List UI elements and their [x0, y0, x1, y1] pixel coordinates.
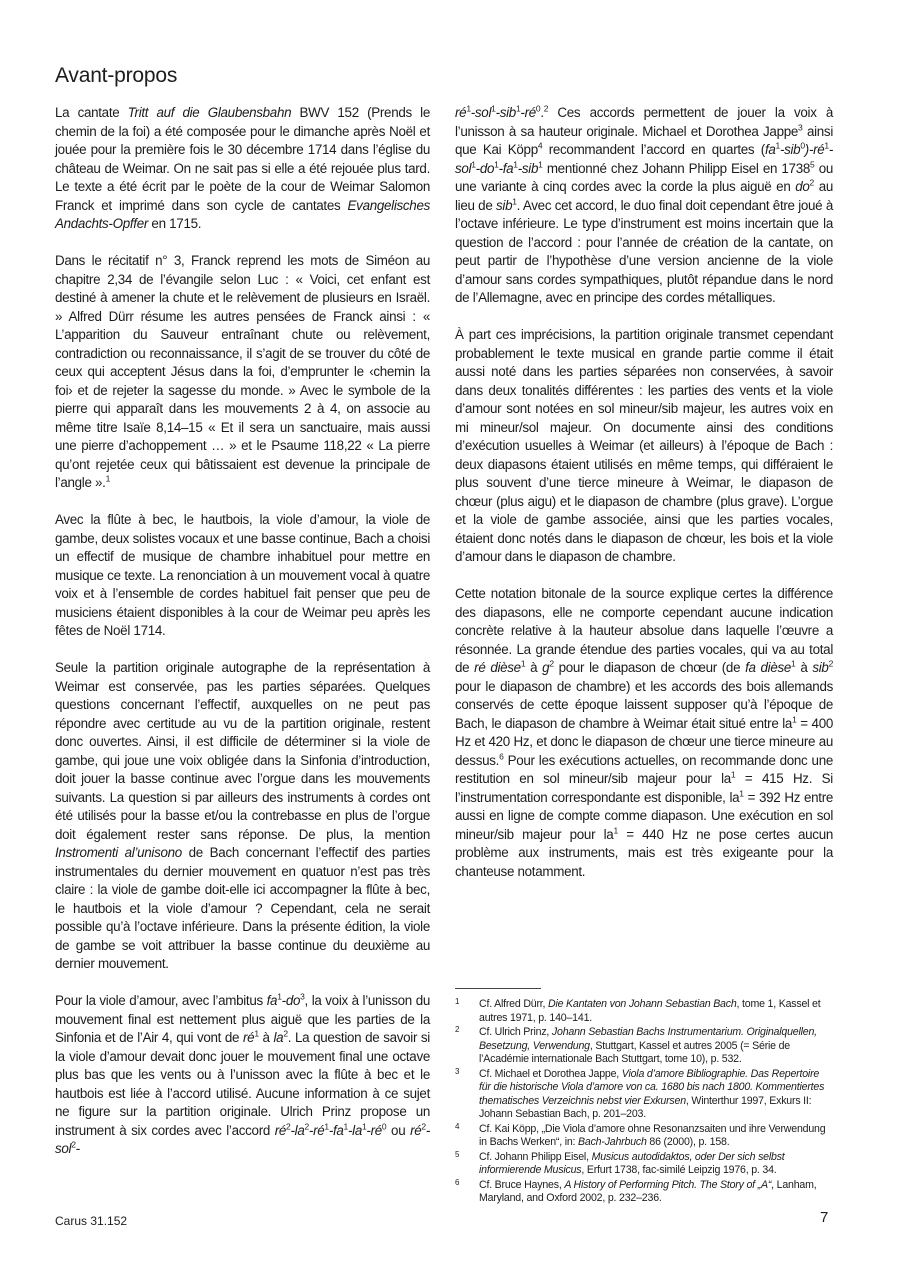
superscript: 2: [71, 1139, 76, 1150]
italic-text: -sib: [779, 142, 801, 157]
text-run: en 1715.: [148, 216, 202, 231]
text-run: Cf. Ulrich Prinz,: [479, 1026, 552, 1038]
italic-text: -fa: [328, 1122, 344, 1138]
text-run: Pour la viole d’amour, avec l’ambitus: [55, 993, 267, 1008]
text-run: = 440 Hz ne pose certes aucun problème aux instruments, mais est très exigeante pour la chanteuse notamment.: [455, 826, 834, 879]
italic-text: do: [285, 993, 301, 1008]
superscript: 1: [515, 103, 521, 114]
text-run: pour le diapason de chambre) et les accords des bois allemands conservés de cette époque laissent supposer qu’à l’époque de Bach, le diapason de chambre à Weimar était situé entre la: [455, 678, 833, 731]
superscript: 3: [300, 991, 305, 1002]
text-run: = 392 Hz entre aussi en ligne de compte comme diapason. Une exécution en sol mineur/sib majeur pour la: [455, 789, 834, 842]
text-run: , la voix à l’unisson du mouvement final est nettement plus aiguë que les parties de la Sinfonia et de l’Air 4, qui vont de: [55, 993, 430, 1045]
text-run: , Stuttgart, Kassel et autres 2005 (= Série de l’Académie internationale Bach Stuttgart, tome 10), p. 532.: [479, 1039, 790, 1065]
superscript: 1: [343, 1121, 348, 1132]
catalog-number: Carus 31.152: [55, 1214, 128, 1228]
italic-text: sib: [812, 660, 829, 675]
footnote-number: 5: [455, 1149, 460, 1159]
superscript: 1: [324, 1121, 329, 1132]
italic-text: ré: [274, 1122, 287, 1138]
text-run: Seule la partition originale autographe de la représentation à Weimar est conservée, pas les parties séparées. Quelques questions concernant l’effectif, auxquelles on ne peut pas répondre avec certitude au vu de la partition originale, restent donc ouvertes. Ainsi, il est difficile de déterminer si la viole de gambe, qui joue une voix obligée dans la Sinfonia d’introduction, doit jouer la basse continue avec l’orgue dans les mouvements suivants. La question si par ailleurs des instruments à cordes ont été utilisés pour la basse et/ou la contrebasse en plus de l’orgue doit également rester sans réponse. De plus, la mention: [55, 660, 430, 842]
superscript: 5: [810, 159, 815, 170]
footnote-number: 4: [455, 1121, 460, 1131]
text-run: à: [795, 660, 813, 675]
text-run: , Erfurt 1738, fac-similé Leipzig 1976, p. 34.: [581, 1164, 777, 1176]
superscript: 6: [499, 751, 504, 762]
superscript: 2: [304, 1121, 309, 1132]
superscript: 1: [520, 658, 526, 669]
text-run: La cantate: [55, 105, 128, 120]
footnote: [455, 1179, 833, 1206]
text-run: Cf. Johann Philipp Eisel,: [479, 1150, 592, 1163]
text-run: de Bach concernant l’effectif des parties instrumentales du dernier mouvement en quatuor n’est pas très claire : la viole de gambe doit-elle ici accompagner la flûte à bec, le hautbois et la viole d’amour ? Cependant, cela ne serait possible qu’à l’octave inférieure. Dans la présente édition, la viole de gambe se voit attribuer la basse continue du deuxième au dernier mouvement.: [55, 845, 430, 971]
footnote-number: 2: [455, 1025, 460, 1034]
italic-text: Bach-Jahrbuch: [578, 1136, 647, 1148]
footnote-divider: [455, 988, 541, 989]
footnote-number: 1: [455, 997, 460, 1006]
text-run: Dans le récitatif n° 3, Franck reprend les mots de Siméon au chapitre 2,34 de l’évangile selon Luc : « Voici, cet enfant est destiné à amener la chute et le relèvement de plusieurs en Israël. » Alfred Dürr résume les autres pensées de Franck ainsi : « L’apparition du Sauveur entraînant chute ou relèvement, contradiction ou reconnaissance, il s’agit de se trouver du côté de ceux qui acceptent Jésus dans la foi, d’emprunter le ‹chemin la foi› et de rejeter la sagesse du monde. » Avec le symbole de la pierre qui apparaît dans les mouvements 2 à 4, on associe au même titre Isaïe 8,14–15 « Et il sera un sanctuaire, mais aussi une pierre d’achoppement … » et le Psaume 118,22 « La pierre qu’ont rejetée ceux qui bâtissaient est devenue la principale de l’angle ».: [55, 253, 430, 490]
text-run: Cf. Kai Köpp, „Die Viola d’amore ohne Resonanzsaiten und ihre Verwendung in Bachs Werken“, in:: [479, 1122, 826, 1148]
text-run: , tome 1, Kassel et autres 1971, p. 140–141.: [479, 998, 821, 1024]
italic-text: -sol: [470, 105, 492, 120]
paragraph: [455, 326, 833, 567]
italic-text: -: [281, 993, 286, 1008]
paragraph: [55, 659, 430, 974]
superscript: 1: [105, 473, 111, 484]
superscript: 0: [535, 103, 541, 114]
text-run: à: [258, 1030, 274, 1045]
superscript: 2: [286, 1121, 291, 1132]
italic-text: -la: [347, 1122, 362, 1138]
superscript: 3: [798, 122, 803, 133]
text-run: Avec la flûte à bec, le hautbois, la viole d’amour, la viole de gambe, deux solistes vocaux et une basse continue, Bach a choisi un effectif de musique de chambre inhabituel pour mettre en musique ce texte. La renonciation à un mouvement vocal à quatre voix et à l’ensemble de cordes habituel fait penser que peu de musiciens étaient disponibles à la cour de Weimar peu après les fêtes de Noël 1714.: [55, 512, 430, 638]
footnotes-list: [455, 998, 833, 1207]
text-run: ou une variante à cinq cordes avec la corde la plus aiguë en: [455, 160, 834, 194]
italic-text: -: [75, 1141, 80, 1156]
text-run: Cette notation bitonale de la source explique certes la différence des diapasons, elle ne comporte cependant aucune indication concrète relative à la hauteur absolue dans laquelle l’œuvre a résonnée. La grande étendue des parties vocales, qui va au total de: [455, 586, 833, 675]
text-run: Cf. Alfred Dürr,: [479, 998, 549, 1010]
footnote-number: 6: [455, 1177, 460, 1187]
superscript: 1: [739, 788, 744, 799]
paragraph: [55, 252, 430, 493]
superscript: 2: [809, 177, 814, 188]
paragraph: [55, 104, 430, 234]
superscript: 1: [791, 658, 796, 669]
superscript: 2: [421, 1121, 426, 1132]
text-run: à: [525, 660, 543, 675]
italic-text: ré: [243, 1030, 255, 1045]
superscript: 1: [775, 140, 780, 151]
superscript: 1: [466, 103, 471, 114]
text-run: . La question de savoir si la viole d’amour devait donc jouer le mouvement final une octave plus bas que les vents ou à l’unisson avec la flûte à bec et le hautbois est liée à l’accord utilisé. Aucune information à ce sujet ne figure sur la partition originale. Ulrich Prinz propose un instrument à six cordes avec l’accord: [55, 1030, 430, 1138]
left-column: [55, 104, 430, 1159]
superscript: 1: [491, 103, 496, 114]
text-run: = 415 Hz. Si l’instrumentation correspondante est disponible, la: [455, 771, 833, 805]
text-run: ou: [386, 1122, 411, 1138]
italic-text: -ré: [308, 1122, 325, 1138]
superscript: 1: [254, 1028, 259, 1039]
superscript: 2: [549, 658, 554, 669]
text-run: À part ces imprécisions, la partition originale transmet cependant probablement le texte musical en grande partie comme il était aussi noté dans les parties séparées non conservées, à savoir dans deux tonalités différentes : les parties des vents et la viole d’amour sont notées en sol mineur/sib majeur, les autres voix en mi mineur/sol majeur. On documente ainsi des conditions d’exécution usuelles à Weimar (et ailleurs) à l’époque de Bach : deux diapasons étaient utilisés en même temps, qui différaient le plus souvent d’une tierce mineure à Weimar, le diapason de chœur (plus aigu) et le diapason de chambre (plus grave). L’orgue et la viole de gambe associée, ainsi que les parties vocales, étaient donc notés dans le diapason de chœur, les bois et la viole d’amour dans le diapason de chambre.: [455, 327, 833, 564]
footnote: [455, 1123, 833, 1150]
superscript: 0: [800, 140, 805, 151]
text-run: pour le diapason de chœur (de: [553, 660, 746, 675]
superscript: 1: [277, 991, 282, 1002]
superscript: 1: [494, 159, 499, 170]
text-run: ainsi que Kai Köpp: [455, 123, 833, 157]
footnote: [455, 1026, 833, 1067]
italic-text: sib: [496, 197, 513, 213]
italic-text: fa: [764, 142, 776, 157]
text-run: . Avec cet accord, le duo final doit cependant être joué à l’octave inférieure. Le type d’instrument est moins incertain que la question de l’accord : pour l’année de création de la cantate, on peut partir de l’hypothèse d’une version ancienne de la viole d’amour sans cordes sympathiques, plutôt répandue dans le nord de l’Allemagne, avec en principe des cordes métalliques.: [455, 197, 833, 305]
superscript: 1: [471, 159, 476, 170]
text-run: 86 (2000), p. 158.: [646, 1136, 730, 1148]
superscript: 2: [283, 1028, 288, 1039]
italic-text: -sol: [455, 142, 834, 176]
text-run: BWV 152 (Prends le chemin de la foi) a été composée pour le dimanche après Noël et jouée pour la première fois le 30 décembre 1714 dans l’église du château de Weimar. On ne sait pas si elle a été rejouée plus tard. Le texte a été écrit par le poète de la cour de Weimar Salomon Franck et imprimé dans son cycle de cantates: [55, 105, 430, 213]
italic-text: ré dièse: [474, 660, 521, 675]
footnote: [455, 1151, 833, 1178]
italic-text: la: [273, 1030, 284, 1045]
text-run: .: [540, 105, 544, 120]
text-run: = 400 Hz et 420 Hz, et donc le diapason de chœur une tierce mineure au dessus.: [455, 715, 833, 768]
text-run: recommandent l’accord en quartes (: [542, 142, 765, 157]
footnote-number: 3: [455, 1066, 460, 1076]
text-run: Ces accords permettent de jouer la voix à l’unisson à sa hauteur originale. Michael et Dorothea Jappe: [455, 105, 833, 139]
italic-text: do: [795, 179, 810, 194]
italic-text: -sib: [495, 105, 516, 120]
italic-text: Instromenti al’unisono: [55, 845, 182, 860]
superscript: 1: [361, 1121, 367, 1132]
page-number: 7: [820, 1209, 829, 1226]
text-run: , Lanham, Maryland, and Oxford 2002, p. 232–236.: [479, 1178, 817, 1204]
superscript: 2: [543, 103, 549, 114]
text-run: au lieu de: [455, 179, 833, 213]
italic-text: ré: [455, 105, 467, 120]
italic-text: Johann Sebastian Bachs Instrumentarium. Originalquellen, Besetzung, Verwendung: [479, 1026, 817, 1052]
text-run: Cf. Bruce Haynes,: [479, 1178, 565, 1191]
italic-text: fa dièse: [745, 660, 792, 675]
italic-text: ré: [410, 1122, 422, 1138]
italic-text: Evangelisches Andachts-Opffer: [55, 197, 430, 231]
italic-text: )-ré: [804, 142, 825, 157]
superscript: 4: [537, 140, 543, 151]
superscript: 1: [512, 196, 517, 207]
italic-text: -la: [290, 1122, 305, 1138]
text-run: , Winterthur 1997, Exkurs II: Johann Sebastian Bach, p. 201–203.: [479, 1094, 812, 1120]
italic-text: -sol: [55, 1122, 430, 1156]
paragraph: [55, 992, 430, 1159]
footnote: [455, 1068, 833, 1122]
right-column: [455, 104, 833, 881]
italic-text: -do: [475, 160, 495, 176]
superscript: 1: [613, 825, 618, 836]
italic-text: -sib: [517, 160, 539, 176]
text-run: Cf. Michael et Dorothea Jappe,: [479, 1067, 622, 1080]
superscript: 1: [730, 769, 736, 780]
italic-text: Tritt auf die Glaubensbahn: [127, 105, 292, 120]
text-run: Pour les exécutions actuelles, on recommande donc une restitution en sol mineur/sib majeur pour la: [455, 752, 833, 786]
page-title: Avant-propos: [55, 64, 178, 87]
superscript: 1: [824, 140, 829, 151]
superscript: 1: [792, 714, 797, 725]
paragraph: [55, 511, 430, 641]
superscript: 1: [538, 159, 543, 170]
italic-text: g: [542, 660, 550, 675]
italic-text: -fa: [498, 160, 514, 176]
italic-text: -ré: [520, 105, 536, 120]
italic-text: Viola d’amore Bibliographie. Das Repertoire für die historische Viola d’amore von ca. 1680 bis nach 1800. Kommentiertes thematisches Verzeichnis nebst vier Exkursen: [479, 1067, 825, 1107]
text-run: mentionné chez Johann Philipp Eisel en 1738: [542, 160, 810, 176]
italic-text: Die Kantaten von Johann Sebastian Bach: [548, 998, 737, 1010]
italic-text: fa: [266, 993, 278, 1008]
paragraph: [455, 104, 833, 308]
italic-text: -ré: [366, 1122, 382, 1138]
superscript: 0: [381, 1121, 387, 1132]
italic-text: Musicus autodidaktos, oder Der sich selbst informierende Musicus: [479, 1150, 785, 1176]
superscript: 2: [828, 658, 833, 669]
italic-text: A History of Performing Pitch. The Story of „A“: [564, 1178, 772, 1191]
superscript: 1: [513, 159, 518, 170]
paragraph: [455, 585, 833, 881]
footnote: [455, 998, 833, 1025]
